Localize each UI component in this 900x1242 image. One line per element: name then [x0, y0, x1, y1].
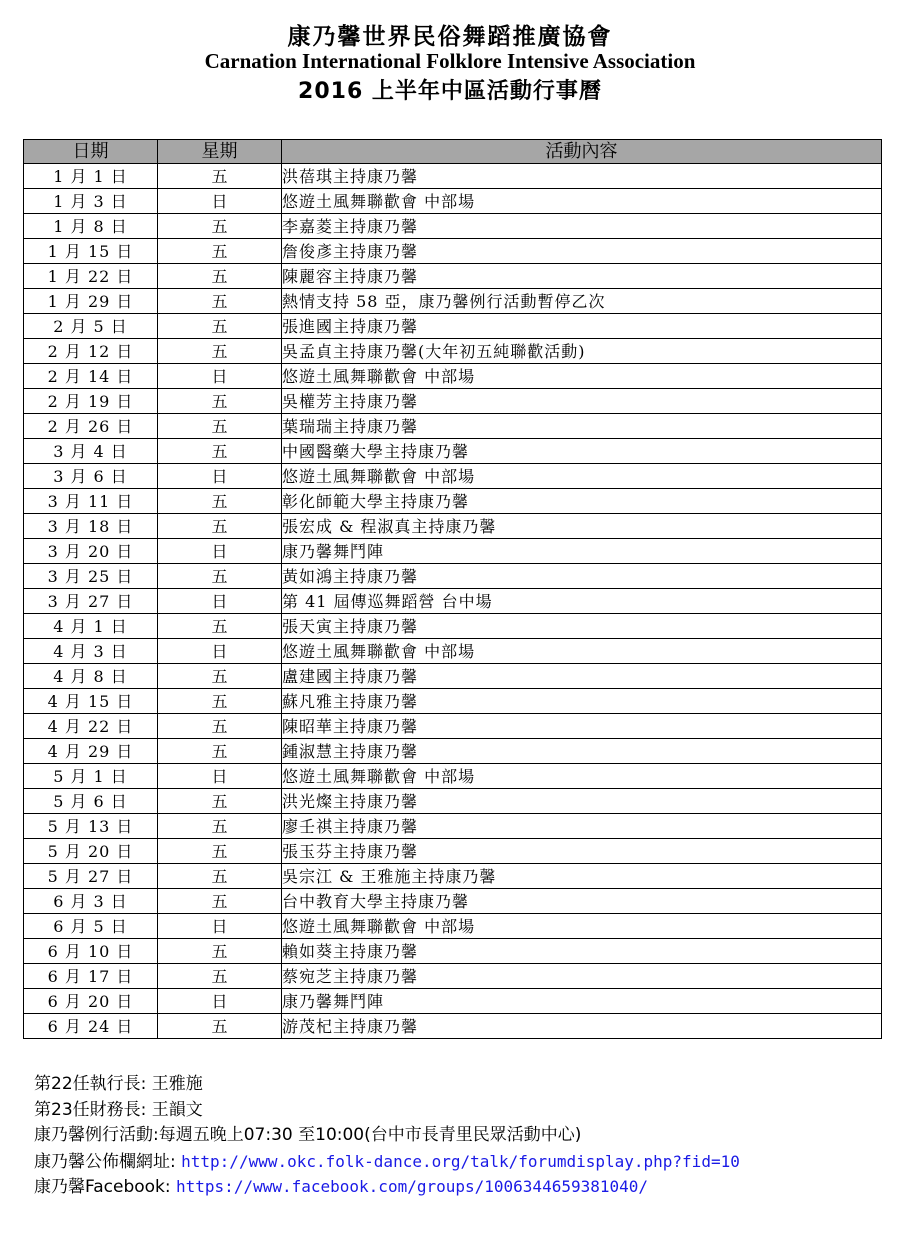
- table-row: [24, 664, 882, 689]
- table-row: [24, 989, 882, 1014]
- weekday-cell: 五: [158, 289, 282, 314]
- footer-info: [34, 1072, 740, 1200]
- column-header-date: 日期: [24, 140, 158, 164]
- table-row: [24, 914, 882, 939]
- weekday-cell: 五: [158, 664, 282, 689]
- table-row: [24, 739, 882, 764]
- date-cell: 3 月 6 日: [24, 464, 158, 489]
- activity-cell: 洪蓓琪主持康乃馨: [282, 164, 882, 189]
- weekday-cell: 五: [158, 814, 282, 839]
- activity-cell: 李嘉菱主持康乃馨: [282, 214, 882, 239]
- activity-cell: 吳權芳主持康乃馨: [282, 389, 882, 414]
- activity-cell: 彰化師範大學主持康乃馨: [282, 489, 882, 514]
- table-row: [24, 539, 882, 564]
- regular-activity-line: 康乃馨例行活動:每週五晚上07:30 至10:00(台中市長青里民眾活動中心): [34, 1125, 582, 1145]
- table-row: [24, 964, 882, 989]
- table-row: [24, 339, 882, 364]
- weekday-cell: 五: [158, 964, 282, 989]
- director-line: 第22任執行長: 王雅施: [34, 1074, 203, 1094]
- weekday-cell: 五: [158, 264, 282, 289]
- date-cell: 2 月 5 日: [24, 314, 158, 339]
- activity-cell: 詹俊彥主持康乃馨: [282, 239, 882, 264]
- date-cell: 5 月 1 日: [24, 764, 158, 789]
- table-row: [24, 414, 882, 439]
- activity-cell: 洪光燦主持康乃馨: [282, 789, 882, 814]
- date-cell: 4 月 29 日: [24, 739, 158, 764]
- activity-cell: 陳昭華主持康乃馨: [282, 714, 882, 739]
- association-title-chinese: 康乃馨世界民俗舞蹈推廣協會: [287, 24, 613, 50]
- date-cell: 6 月 24 日: [24, 1014, 158, 1039]
- date-cell: 3 月 4 日: [24, 439, 158, 464]
- weekday-cell: 日: [158, 589, 282, 614]
- table-row: [24, 514, 882, 539]
- weekday-cell: 五: [158, 389, 282, 414]
- weekday-cell: 日: [158, 764, 282, 789]
- table-row: [24, 239, 882, 264]
- activity-cell: 游茂杞主持康乃馨: [282, 1014, 882, 1039]
- weekday-cell: 五: [158, 939, 282, 964]
- activity-cell: 熱情支持 58 亞，康乃馨例行活動暫停乙次: [282, 289, 882, 314]
- weekday-cell: 日: [158, 464, 282, 489]
- date-cell: 5 月 20 日: [24, 839, 158, 864]
- table-row: [24, 364, 882, 389]
- date-cell: 3 月 27 日: [24, 589, 158, 614]
- weekday-cell: 日: [158, 539, 282, 564]
- activity-cell: 中國醫藥大學主持康乃馨: [282, 439, 882, 464]
- date-cell: 1 月 1 日: [24, 164, 158, 189]
- activity-cell: 台中教育大學主持康乃馨: [282, 889, 882, 914]
- activity-cell: 吳宗江 & 王雅施主持康乃馨: [282, 864, 882, 889]
- table-row: [24, 689, 882, 714]
- activity-cell: 葉瑞瑞主持康乃馨: [282, 414, 882, 439]
- activity-cell: 康乃馨舞鬥陣: [282, 539, 882, 564]
- activity-calendar-table: [23, 139, 882, 1039]
- date-cell: 3 月 20 日: [24, 539, 158, 564]
- table-row: [24, 389, 882, 414]
- table-row: [24, 939, 882, 964]
- activity-cell: 康乃馨舞鬥陣: [282, 989, 882, 1014]
- association-title-english: Carnation International Folklore Intensive Association: [204, 49, 696, 73]
- weekday-cell: 五: [158, 1014, 282, 1039]
- weekday-cell: 五: [158, 839, 282, 864]
- weekday-cell: 日: [158, 364, 282, 389]
- facebook-link[interactable]: https://www.facebook.com/groups/1006344659381040/: [176, 1177, 649, 1196]
- table-row: [24, 864, 882, 889]
- table-row: [24, 489, 882, 514]
- date-cell: 4 月 1 日: [24, 614, 158, 639]
- table-row: [24, 714, 882, 739]
- date-cell: 6 月 5 日: [24, 914, 158, 939]
- weekday-cell: 五: [158, 414, 282, 439]
- date-cell: 5 月 6 日: [24, 789, 158, 814]
- activity-cell: 賴如葵主持康乃馨: [282, 939, 882, 964]
- weekday-cell: 五: [158, 614, 282, 639]
- date-cell: 2 月 26 日: [24, 414, 158, 439]
- activity-cell: 悠遊土風舞聯歡會 中部場: [282, 914, 882, 939]
- forum-label: 康乃馨公佈欄網址:: [34, 1151, 182, 1172]
- date-cell: 5 月 13 日: [24, 814, 158, 839]
- activity-cell: 悠遊土風舞聯歡會 中部場: [282, 189, 882, 214]
- date-cell: 2 月 12 日: [24, 339, 158, 364]
- date-cell: 4 月 22 日: [24, 714, 158, 739]
- date-cell: 3 月 18 日: [24, 514, 158, 539]
- date-cell: 1 月 29 日: [24, 289, 158, 314]
- activity-cell: 悠遊土風舞聯歡會 中部場: [282, 764, 882, 789]
- table-row: [24, 464, 882, 489]
- column-header-activity: 活動內容: [282, 140, 882, 164]
- forum-link[interactable]: http://www.okc.folk-dance.org/talk/forumdisplay.php?fid=10: [181, 1151, 740, 1171]
- table-row: [24, 789, 882, 814]
- activity-cell: 張天寅主持康乃馨: [282, 614, 882, 639]
- weekday-cell: 日: [158, 914, 282, 939]
- activity-cell: 悠遊土風舞聯歡會 中部場: [282, 464, 882, 489]
- table-row: [24, 1014, 882, 1039]
- date-cell: 2 月 14 日: [24, 364, 158, 389]
- weekday-cell: 五: [158, 864, 282, 889]
- weekday-cell: 五: [158, 889, 282, 914]
- date-cell: 4 月 8 日: [24, 664, 158, 689]
- date-cell: 1 月 8 日: [24, 214, 158, 239]
- forum-line: [34, 1149, 740, 1175]
- facebook-line: [34, 1174, 740, 1200]
- weekday-cell: 五: [158, 739, 282, 764]
- table-row: [24, 314, 882, 339]
- weekday-cell: 五: [158, 339, 282, 364]
- column-header-weekday: 星期: [158, 140, 282, 164]
- date-cell: 2 月 19 日: [24, 389, 158, 414]
- weekday-cell: 日: [158, 189, 282, 214]
- date-cell: 1 月 3 日: [24, 189, 158, 214]
- weekday-cell: 五: [158, 214, 282, 239]
- table-row: [24, 814, 882, 839]
- table-row: [24, 614, 882, 639]
- table-row: [24, 764, 882, 789]
- activity-cell: 悠遊土風舞聯歡會 中部場: [282, 639, 882, 664]
- activity-cell: 廖壬祺主持康乃馨: [282, 814, 882, 839]
- weekday-cell: 五: [158, 489, 282, 514]
- weekday-cell: 五: [158, 439, 282, 464]
- table-row: [24, 639, 882, 664]
- activity-cell: 張玉芬主持康乃馨: [282, 839, 882, 864]
- table-row: [24, 289, 882, 314]
- activity-cell: 悠遊土風舞聯歡會 中部場: [282, 364, 882, 389]
- weekday-cell: 五: [158, 564, 282, 589]
- table-row: [24, 164, 882, 189]
- date-cell: 5 月 27 日: [24, 864, 158, 889]
- activity-cell: 蘇凡雅主持康乃馨: [282, 689, 882, 714]
- date-cell: 6 月 20 日: [24, 989, 158, 1014]
- weekday-cell: 五: [158, 714, 282, 739]
- date-cell: 3 月 25 日: [24, 564, 158, 589]
- table-row: [24, 889, 882, 914]
- date-cell: 1 月 15 日: [24, 239, 158, 264]
- table-row: [24, 189, 882, 214]
- activity-cell: 黃如鴻主持康乃馨: [282, 564, 882, 589]
- date-cell: 6 月 17 日: [24, 964, 158, 989]
- date-cell: 4 月 15 日: [24, 689, 158, 714]
- table-row: [24, 589, 882, 614]
- weekday-cell: 五: [158, 164, 282, 189]
- activity-cell: 鍾淑慧主持康乃馨: [282, 739, 882, 764]
- weekday-cell: 五: [158, 514, 282, 539]
- table-row: [24, 564, 882, 589]
- date-cell: 3 月 11 日: [24, 489, 158, 514]
- date-cell: 4 月 3 日: [24, 639, 158, 664]
- date-cell: 6 月 3 日: [24, 889, 158, 914]
- activity-cell: 張進國主持康乃馨: [282, 314, 882, 339]
- treasurer-line: 第23任財務長: 王韻文: [34, 1099, 203, 1120]
- calendar-subtitle: 2016 上半年中區活動行事曆: [298, 79, 602, 104]
- date-cell: 1 月 22 日: [24, 264, 158, 289]
- activity-cell: 吳孟貞主持康乃馨(大年初五純聯歡活動): [282, 339, 882, 364]
- weekday-cell: 五: [158, 789, 282, 814]
- table-body: [24, 164, 882, 1039]
- activity-cell: 陳麗容主持康乃馨: [282, 264, 882, 289]
- facebook-label: 康乃馨Facebook:: [34, 1177, 177, 1197]
- table-row: [24, 839, 882, 864]
- weekday-cell: 五: [158, 689, 282, 714]
- activity-cell: 張宏成 & 程淑真主持康乃馨: [282, 514, 882, 539]
- weekday-cell: 五: [158, 314, 282, 339]
- table-header-row: [24, 140, 882, 164]
- table-row: [24, 214, 882, 239]
- date-cell: 6 月 10 日: [24, 939, 158, 964]
- table-row: [24, 439, 882, 464]
- table-row: [24, 264, 882, 289]
- weekday-cell: 日: [158, 639, 282, 664]
- weekday-cell: 五: [158, 239, 282, 264]
- activity-cell: 第 41 屆傳巡舞蹈營 台中場: [282, 589, 882, 614]
- activity-cell: 蔡宛芝主持康乃馨: [282, 964, 882, 989]
- activity-cell: 盧建國主持康乃馨: [282, 664, 882, 689]
- weekday-cell: 日: [158, 989, 282, 1014]
